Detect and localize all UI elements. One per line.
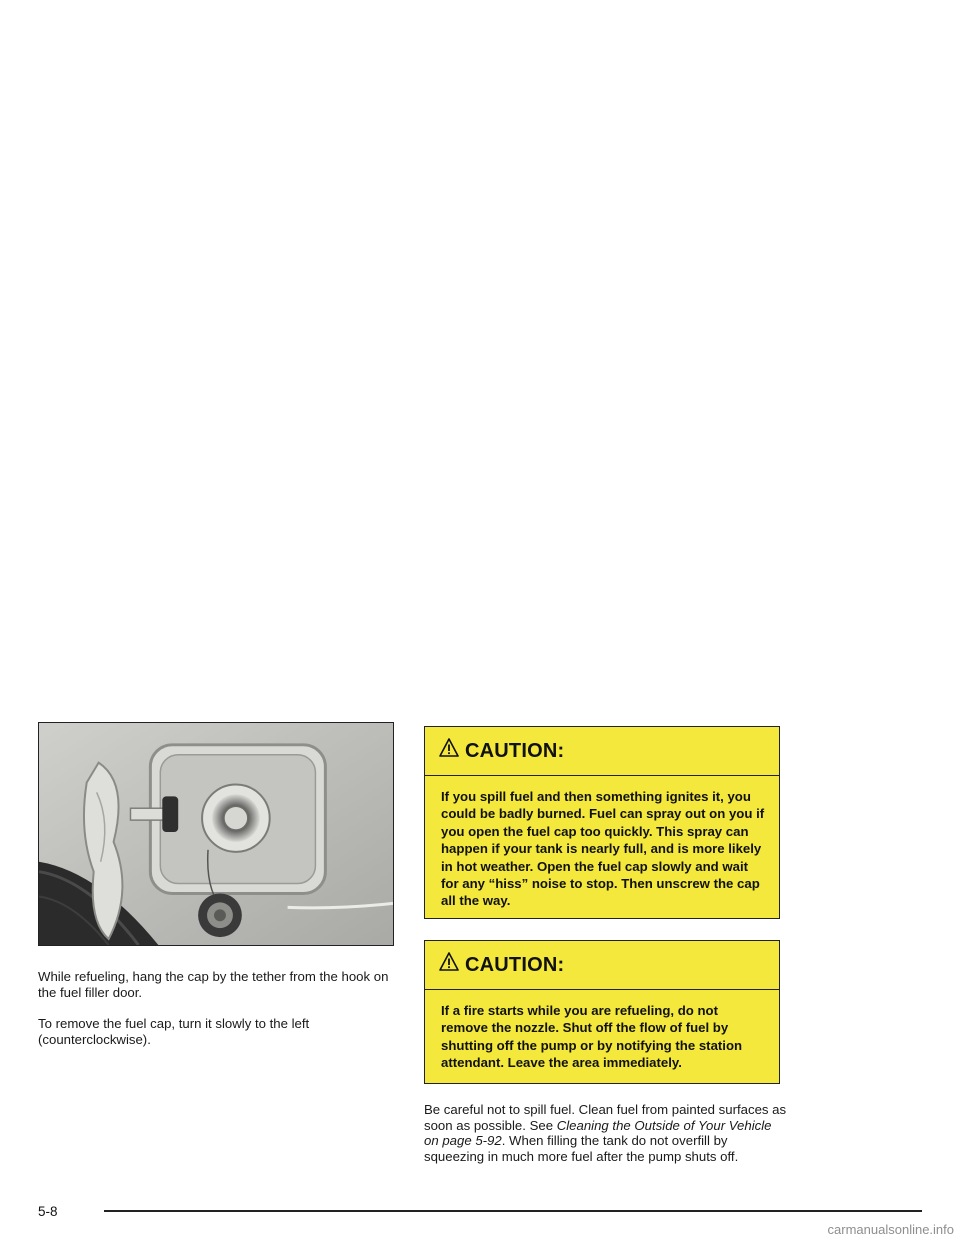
paragraph-text: . When filling the tank do not overfill by squeezing in much more fuel after the pump shuts off. [424,1133,739,1164]
page-number: 5-8 [38,1204,58,1219]
caution-box-fire [424,940,780,1084]
fuel-filler-door-photo [38,722,394,946]
fuel-door-illustration [39,723,393,945]
footer-rule [104,1210,922,1212]
paragraph-spill-warning [424,1102,788,1164]
watermark: carmanualsonline.info [827,1222,954,1237]
caution-header [425,941,779,990]
paragraph-hang-cap: While refueling, hang the cap by the tether from the hook on the fuel filler door. [38,969,389,1000]
paragraph-remove-cap: To remove the fuel cap, turn it slowly to the left (counterclockwise). [38,1016,310,1047]
caution-message: If a fire starts while you are refueling, do not remove the nozzle. Shut off the flow of fuel by shutting off the pump or by notifying the station attendant. Leave the area immediately. [441,1003,743,1071]
caution-title: CAUTION: [465,739,565,762]
paragraph-text: Be careful not to spill fuel. Clean fuel from painted surfaces as soon as possible. See [424,1102,787,1133]
caution-title: CAUTION: [465,953,565,976]
caution-message: If you spill fuel and then something ignites it, you could be badly burned. Fuel can spray out on you if you open the fuel cap too quickly. This spray can happen if your tank is nearly full, and is more likely in hot weather. Open the fuel cap slowly and wait for any “hiss” noise to stop. Then unscrew the cap all the way. [441,789,765,909]
cross-reference-link[interactable]: Cleaning the Outside of Your Vehicle on page 5-92 [424,1117,772,1149]
caution-box-spill-fuel [424,726,780,919]
caution-header [425,727,779,776]
warning-triangle-icon [439,951,459,973]
warning-triangle-icon [439,737,459,759]
